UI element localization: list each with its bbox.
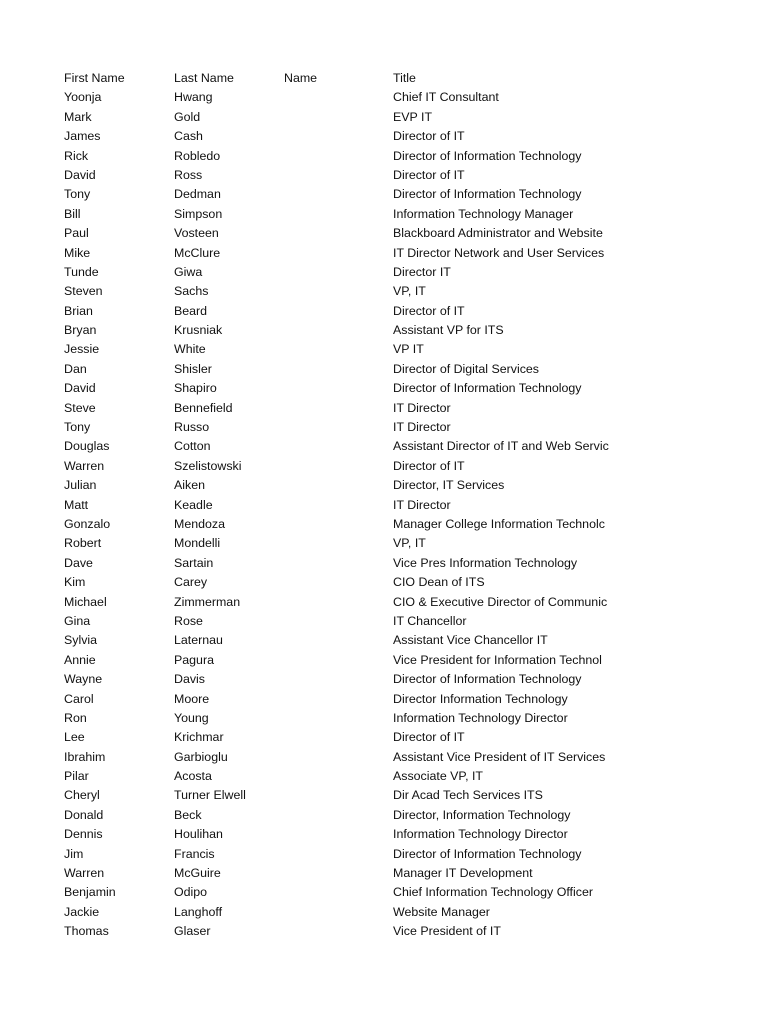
title-cell: Vice Pres Information Technology bbox=[393, 555, 578, 570]
title-cell: CIO & Executive Director of Communic bbox=[393, 594, 608, 609]
title-cell: Information Technology Director bbox=[393, 710, 568, 725]
first-name-cell: Ron bbox=[64, 710, 87, 725]
last-name-cell: Sachs bbox=[174, 284, 209, 299]
contact-table bbox=[64, 69, 610, 942]
title-cell: Director of IT bbox=[393, 167, 465, 182]
first-name-cell: Tony bbox=[64, 420, 91, 435]
first-name-cell: Bill bbox=[64, 206, 81, 221]
title-cell: VP IT bbox=[393, 342, 424, 357]
first-name-cell: Warren bbox=[64, 866, 105, 881]
last-name-cell: Odipo bbox=[174, 885, 208, 900]
table-row bbox=[64, 845, 610, 864]
title-cell: Director of Information Technology bbox=[393, 846, 582, 861]
last-name-cell: Ross bbox=[174, 167, 203, 182]
table-row bbox=[64, 205, 610, 224]
last-name-cell: Krichmar bbox=[174, 730, 224, 745]
last-name-cell: Acosta bbox=[174, 769, 212, 784]
first-name-cell: Douglas bbox=[64, 439, 110, 454]
table-row bbox=[64, 883, 610, 902]
table-row bbox=[64, 728, 610, 747]
title-cell: Assistant VP for ITS bbox=[393, 323, 504, 338]
last-name-cell: Hwang bbox=[174, 90, 213, 105]
last-name-cell: Glaser bbox=[174, 924, 211, 939]
last-name-cell: McClure bbox=[174, 245, 221, 260]
first-name-cell: Donald bbox=[64, 807, 104, 822]
title-cell: Chief Information Technology Officer bbox=[393, 885, 593, 900]
first-name-cell: Sylvia bbox=[64, 633, 98, 648]
last-name-cell: Laternau bbox=[174, 633, 223, 648]
title-cell: Information Technology Manager bbox=[393, 206, 574, 221]
title-cell: Director Information Technology bbox=[393, 691, 568, 706]
table-row bbox=[64, 263, 610, 282]
table-row bbox=[64, 224, 610, 243]
table-row bbox=[64, 786, 610, 805]
first-name-cell: Thomas bbox=[64, 924, 109, 939]
title-cell: Director of IT bbox=[393, 303, 465, 318]
last-name-cell: Szelistowski bbox=[174, 458, 242, 473]
last-name-cell: Gold bbox=[174, 109, 201, 124]
table-row bbox=[64, 147, 610, 166]
last-name-cell: Langhoff bbox=[174, 904, 223, 919]
last-name-cell: Garbioglu bbox=[174, 749, 228, 764]
last-name-cell: White bbox=[174, 342, 206, 357]
first-name-cell: Dennis bbox=[64, 827, 103, 842]
table-row bbox=[64, 767, 610, 786]
first-name-cell: Rick bbox=[64, 148, 89, 163]
last-name-cell: Russo bbox=[174, 420, 210, 435]
table-row bbox=[64, 670, 610, 689]
title-cell: EVP IT bbox=[393, 109, 433, 124]
title-cell: Director of IT bbox=[393, 458, 465, 473]
last-name-cell: Beard bbox=[174, 303, 208, 318]
title-cell: CIO Dean of ITS bbox=[393, 575, 485, 590]
last-name-cell: Bennefield bbox=[174, 400, 233, 415]
table-row bbox=[64, 631, 610, 650]
table-header-row bbox=[64, 69, 610, 88]
title-cell: Director of Information Technology bbox=[393, 672, 582, 687]
last-name-cell: Cash bbox=[174, 129, 203, 144]
first-name-cell: Mark bbox=[64, 109, 92, 124]
table-row bbox=[64, 418, 610, 437]
header-title: Title bbox=[393, 71, 416, 85]
title-cell: Information Technology Director bbox=[393, 827, 568, 842]
table-row bbox=[64, 127, 610, 146]
table-row bbox=[64, 496, 610, 515]
table-row bbox=[64, 437, 610, 456]
header-last-name: Last Name bbox=[174, 71, 234, 85]
first-name-cell: Kim bbox=[64, 575, 86, 590]
title-cell: Director of Information Technology bbox=[393, 187, 582, 202]
table-row bbox=[64, 534, 610, 553]
title-cell: Dir Acad Tech Services ITS bbox=[393, 788, 543, 803]
first-name-cell: Paul bbox=[64, 226, 89, 241]
title-cell: Blackboard Administrator and Website bbox=[393, 226, 603, 241]
title-cell: Director of IT bbox=[393, 129, 465, 144]
title-cell: VP, IT bbox=[393, 536, 426, 551]
last-name-cell: Rose bbox=[174, 613, 203, 628]
first-name-cell: Wayne bbox=[64, 672, 103, 687]
last-name-cell: Turner Elwell bbox=[174, 788, 246, 803]
first-name-cell: Robert bbox=[64, 536, 102, 551]
last-name-cell: Aiken bbox=[174, 478, 205, 493]
last-name-cell: Cotton bbox=[174, 439, 211, 454]
table-row bbox=[64, 651, 610, 670]
first-name-cell: Warren bbox=[64, 458, 105, 473]
title-cell: IT Director bbox=[393, 497, 451, 512]
table-row bbox=[64, 379, 610, 398]
title-cell: Director of Digital Services bbox=[393, 361, 539, 376]
last-name-cell: Young bbox=[174, 710, 209, 725]
title-cell: Director of IT bbox=[393, 730, 465, 745]
first-name-cell: Brian bbox=[64, 303, 93, 318]
last-name-cell: Davis bbox=[174, 672, 205, 687]
title-cell: Associate VP, IT bbox=[393, 769, 483, 784]
first-name-cell: Tony bbox=[64, 187, 91, 202]
last-name-cell: Robledo bbox=[174, 148, 221, 163]
title-cell: Assistant Vice Chancellor IT bbox=[393, 633, 548, 648]
first-name-cell: Annie bbox=[64, 652, 96, 667]
last-name-cell: Dedman bbox=[174, 187, 221, 202]
title-cell: Manager College Information Technolc bbox=[393, 516, 605, 531]
title-cell: Website Manager bbox=[393, 904, 490, 919]
table-row bbox=[64, 244, 610, 263]
last-name-cell: Carey bbox=[174, 575, 208, 590]
table-row bbox=[64, 593, 610, 612]
title-cell: Chief IT Consultant bbox=[393, 90, 499, 105]
table-row bbox=[64, 825, 610, 844]
first-name-cell: Cheryl bbox=[64, 788, 100, 803]
title-cell: IT Chancellor bbox=[393, 613, 467, 628]
first-name-cell: Steve bbox=[64, 400, 96, 415]
table-row bbox=[64, 922, 610, 941]
title-cell: IT Director bbox=[393, 420, 451, 435]
first-name-cell: Jackie bbox=[64, 904, 100, 919]
first-name-cell: Pilar bbox=[64, 769, 89, 784]
first-name-cell: Jim bbox=[64, 846, 84, 861]
last-name-cell: Sartain bbox=[174, 555, 214, 570]
title-cell: Director IT bbox=[393, 264, 451, 279]
title-cell: Assistant Director of IT and Web Servic bbox=[393, 439, 609, 454]
last-name-cell: Giwa bbox=[174, 264, 203, 279]
last-name-cell: Krusniak bbox=[174, 323, 223, 338]
first-name-cell: Matt bbox=[64, 497, 89, 512]
table-row bbox=[64, 515, 610, 534]
first-name-cell: David bbox=[64, 381, 96, 396]
last-name-cell: Keadle bbox=[174, 497, 213, 512]
table-row bbox=[64, 88, 610, 107]
title-cell: IT Director bbox=[393, 400, 451, 415]
first-name-cell: David bbox=[64, 167, 96, 182]
first-name-cell: Julian bbox=[64, 478, 97, 493]
last-name-cell: Shisler bbox=[174, 361, 212, 376]
table-row bbox=[64, 612, 610, 631]
last-name-cell: Pagura bbox=[174, 652, 214, 667]
first-name-cell: Michael bbox=[64, 594, 107, 609]
first-name-cell: Gina bbox=[64, 613, 91, 628]
first-name-cell: Ibrahim bbox=[64, 749, 106, 764]
title-cell: Vice President for Information Technol bbox=[393, 652, 602, 667]
first-name-cell: Gonzalo bbox=[64, 516, 111, 531]
table-row bbox=[64, 806, 610, 825]
table-row bbox=[64, 476, 610, 495]
table-row bbox=[64, 554, 610, 573]
title-cell: Director, Information Technology bbox=[393, 807, 571, 822]
title-cell: Manager IT Development bbox=[393, 866, 533, 881]
table-row bbox=[64, 185, 610, 204]
last-name-cell: Mondelli bbox=[174, 536, 221, 551]
first-name-cell: Benjamin bbox=[64, 885, 116, 900]
table-row bbox=[64, 748, 610, 767]
first-name-cell: Lee bbox=[64, 730, 85, 745]
title-cell: Director of Information Technology bbox=[393, 148, 582, 163]
title-cell: Director of Information Technology bbox=[393, 381, 582, 396]
table-row bbox=[64, 709, 610, 728]
table-body bbox=[64, 88, 610, 941]
last-name-cell: Beck bbox=[174, 807, 202, 822]
table-row bbox=[64, 340, 610, 359]
first-name-cell: Dave bbox=[64, 555, 93, 570]
first-name-cell: Yoonja bbox=[64, 90, 102, 105]
last-name-cell: Mendoza bbox=[174, 516, 225, 531]
first-name-cell: Tunde bbox=[64, 264, 99, 279]
last-name-cell: Shapiro bbox=[174, 381, 217, 396]
title-cell: Vice President of IT bbox=[393, 924, 501, 939]
table-row bbox=[64, 864, 610, 883]
last-name-cell: Francis bbox=[174, 846, 215, 861]
table-row bbox=[64, 457, 610, 476]
title-cell: Assistant Vice President of IT Services bbox=[393, 749, 606, 764]
title-cell: IT Director Network and User Services bbox=[393, 245, 605, 260]
last-name-cell: Vosteen bbox=[174, 226, 219, 241]
last-name-cell: Simpson bbox=[174, 206, 223, 221]
table-row bbox=[64, 282, 610, 301]
table-row bbox=[64, 166, 610, 185]
last-name-cell: Houlihan bbox=[174, 827, 223, 842]
last-name-cell: Moore bbox=[174, 691, 210, 706]
last-name-cell: McGuire bbox=[174, 866, 221, 881]
table-row bbox=[64, 903, 610, 922]
table-row bbox=[64, 321, 610, 340]
table-row bbox=[64, 108, 610, 127]
table-row bbox=[64, 573, 610, 592]
first-name-cell: Carol bbox=[64, 691, 94, 706]
title-cell: Director, IT Services bbox=[393, 478, 505, 493]
first-name-cell: James bbox=[64, 129, 101, 144]
table-row bbox=[64, 302, 610, 321]
header-name: Name bbox=[284, 71, 318, 85]
table-row bbox=[64, 399, 610, 418]
last-name-cell: Zimmerman bbox=[174, 594, 241, 609]
header-first-name: First Name bbox=[64, 71, 125, 85]
first-name-cell: Bryan bbox=[64, 323, 97, 338]
first-name-cell: Jessie bbox=[64, 342, 100, 357]
title-cell: VP, IT bbox=[393, 284, 426, 299]
first-name-cell: Mike bbox=[64, 245, 91, 260]
first-name-cell: Dan bbox=[64, 361, 87, 376]
first-name-cell: Steven bbox=[64, 284, 103, 299]
table-row bbox=[64, 690, 610, 709]
table-row bbox=[64, 360, 610, 379]
